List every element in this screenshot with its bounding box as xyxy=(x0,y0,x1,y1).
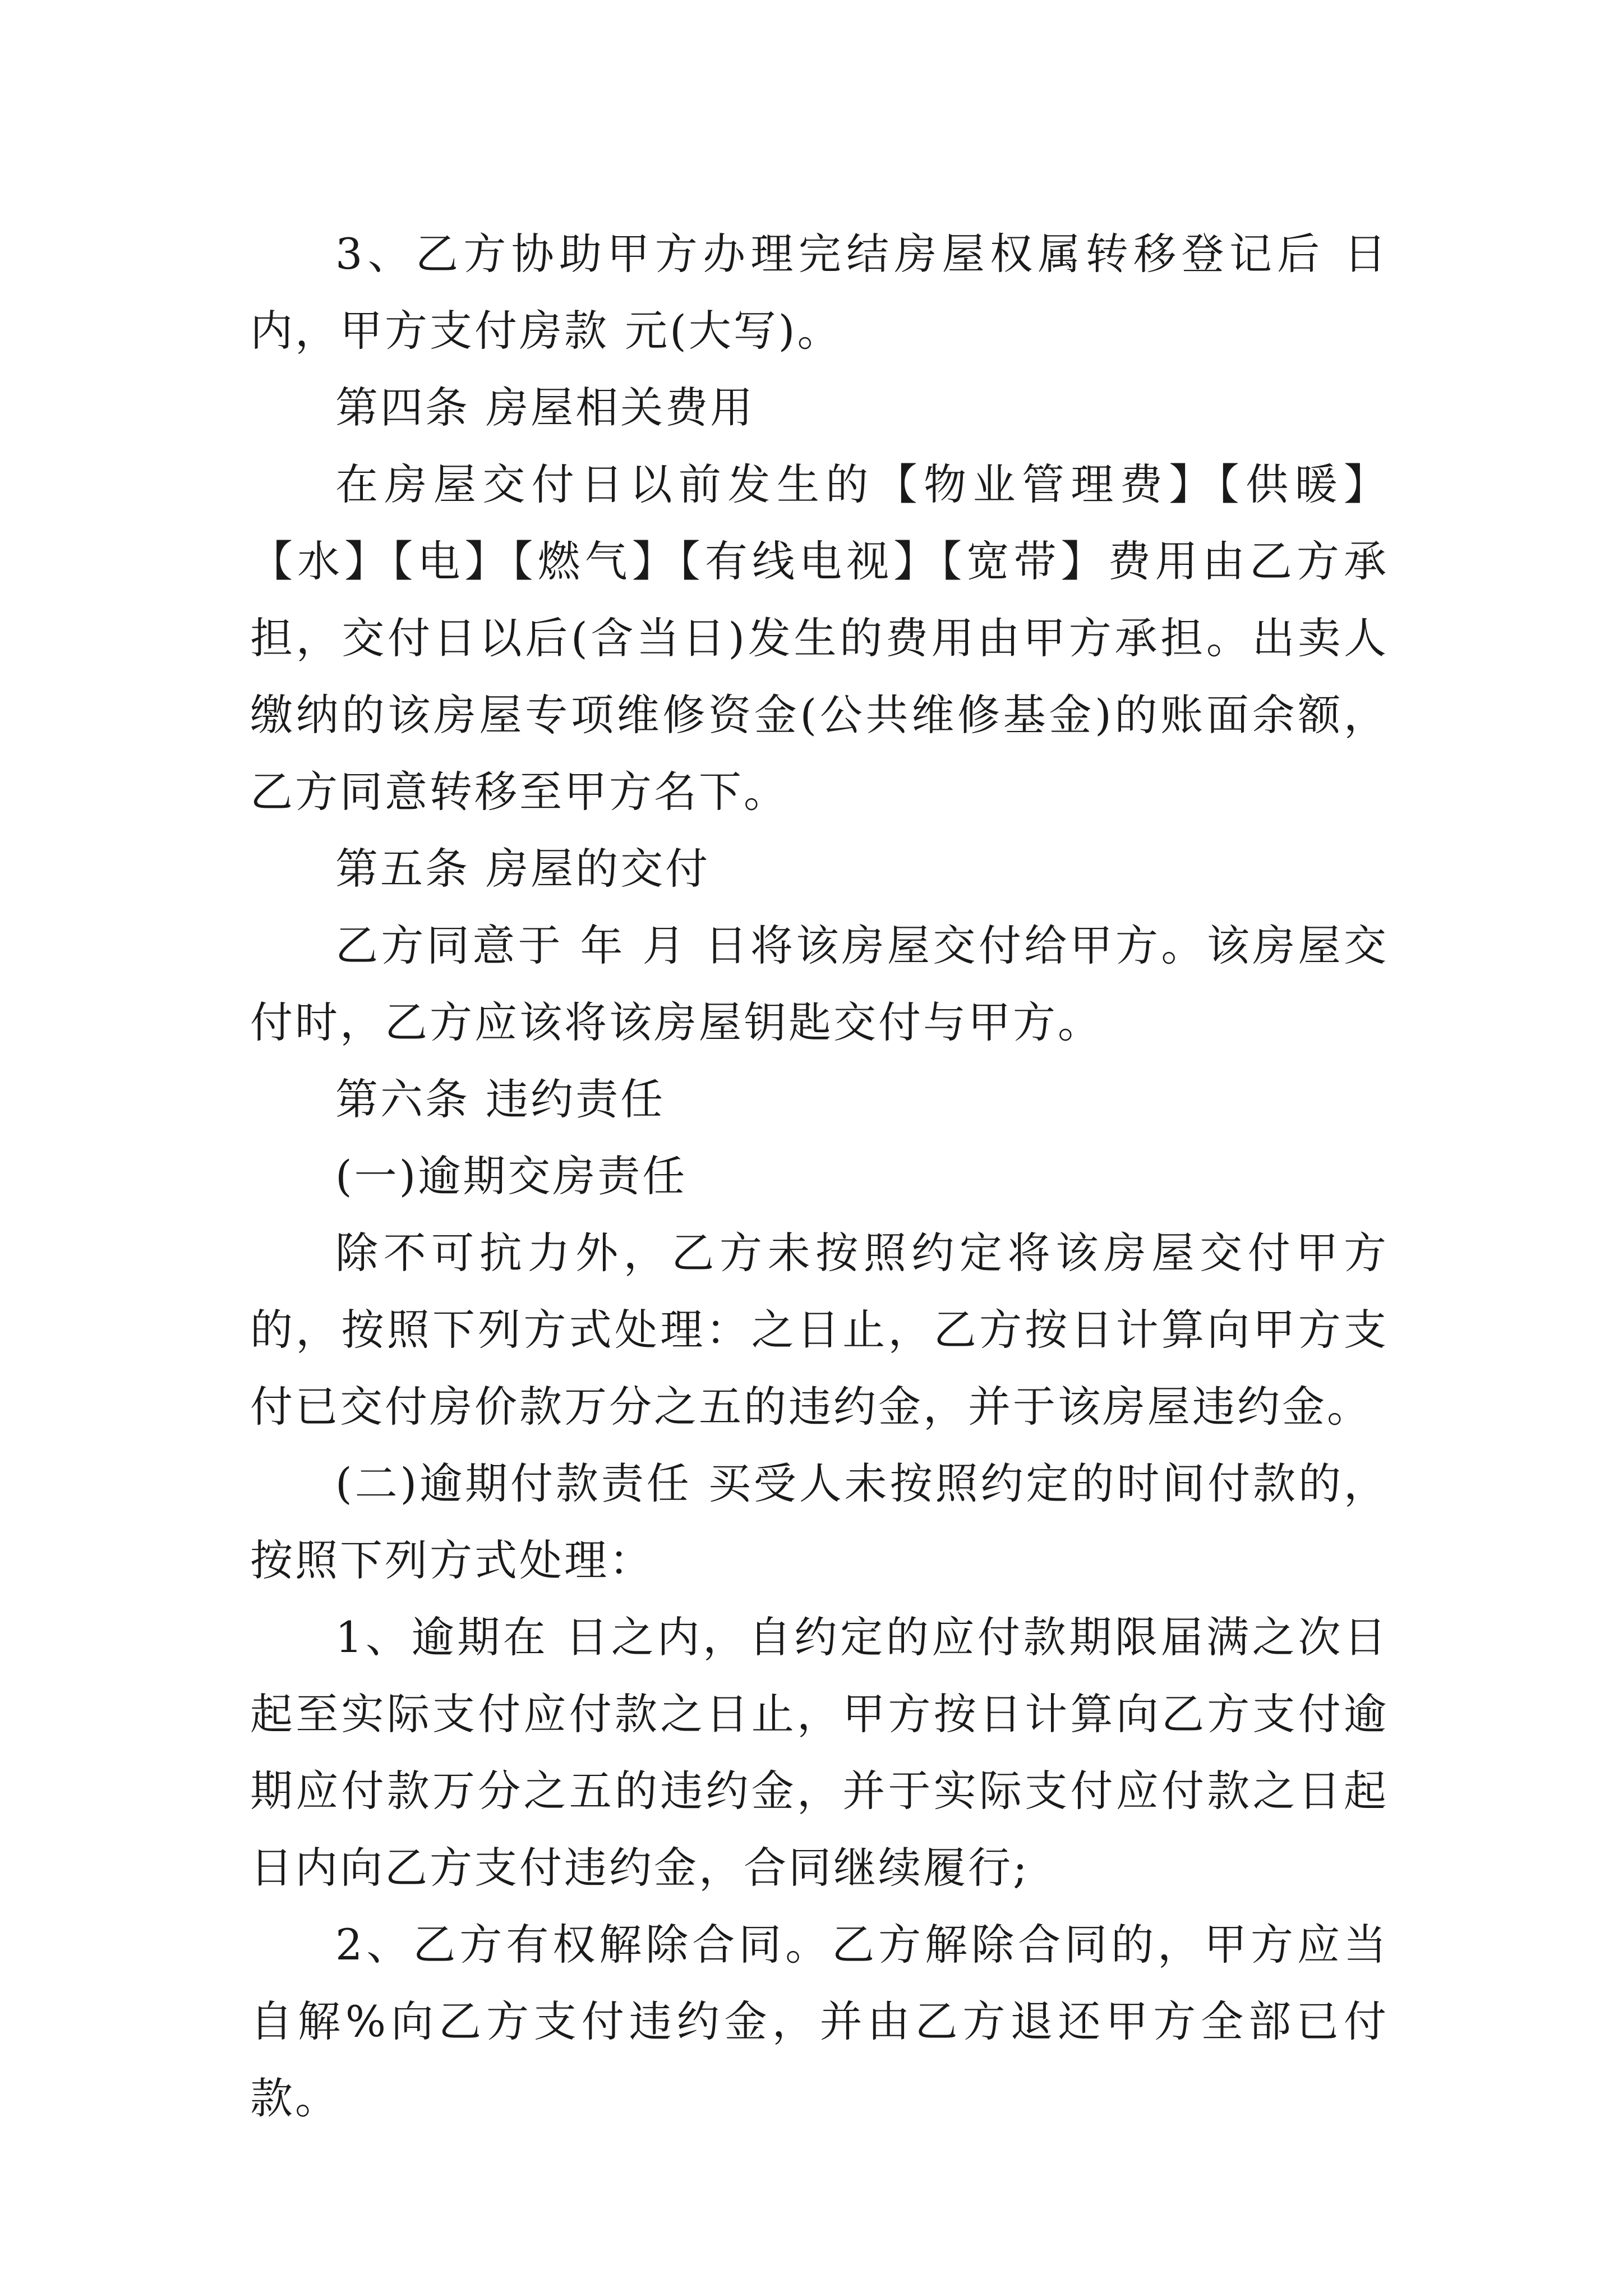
subheading-late-delivery: (一)逾期交房责任 xyxy=(335,1151,688,1201)
paragraph-late-delivery-liability: 除不可抗力外，乙方未按照约定将该房屋交付甲方的，按照下列方式处理：之日止，乙方按日计算向甲方支付已交付房价款万分之五的违约金，并于该房屋违约金。 xyxy=(250,1228,1389,1432)
paragraph-payment-clause-3: 3、乙方协助甲方办理完结房屋权属转移登记后 日内，甲方支付房款 元(大写)。 xyxy=(250,229,1389,356)
paragraph-late-payment-clause-1: 1、逾期在 日之内，自约定的应付款期限届满之次日起至实际支付应付款之日止，甲方按日计算向乙方支付逾期应付款万分之五的违约金，并于实际支付应付款之日起 日内向乙方支付违约金，合同继续履行; xyxy=(250,1612,1389,1893)
paragraph-house-delivery: 乙方同意于 年 月 日将该房屋交付给甲方。该房屋交付时，乙方应该将该房屋钥匙交付与甲方。 xyxy=(250,921,1389,1047)
heading-article-5: 第五条 房屋的交付 xyxy=(335,844,711,894)
paragraph-late-payment-liability: (二)逾期付款责任 买受人未按照约定的时间付款的，按照下列方式处理： xyxy=(250,1458,1389,1585)
document-body xyxy=(250,215,1389,2137)
heading-article-4: 第四条 房屋相关费用 xyxy=(335,383,755,432)
paragraph-related-fees: 在房屋交付日以前发生的【物业管理费】【供暖】【水】【电】【燃气】【有线电视】【宽带】费用由乙方承担，交付日以后(含当日)发生的费用由甲方承担。出卖人缴纳的该房屋专项维修资金(公共维修基金)的账面余额，乙方同意转移至甲方名下。 xyxy=(250,459,1389,817)
heading-article-6: 第六条 违约责任 xyxy=(335,1074,666,1124)
paragraph-late-payment-clause-2: 2、乙方有权解除合同。乙方解除合同的，甲方应当自解%向乙方支付违约金，并由乙方退还甲方全部已付款。 xyxy=(250,1920,1389,2123)
